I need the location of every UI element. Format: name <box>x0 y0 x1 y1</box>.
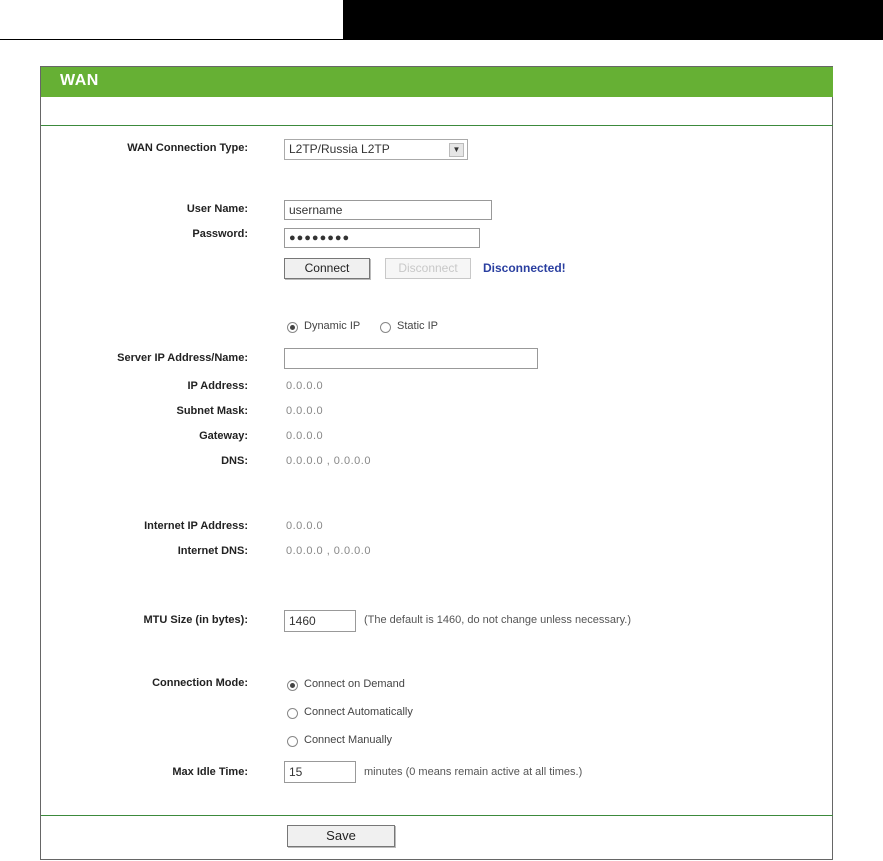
dynamic-ip-label: Dynamic IP <box>304 320 361 332</box>
gateway-value: 0.0.0.0 <box>286 430 324 442</box>
disconnect-button[interactable]: Disconnect <box>385 258 471 279</box>
connect-manually-radio[interactable] <box>287 736 298 747</box>
connection-type-label: WAN Connection Type: <box>127 142 248 154</box>
ip-address-value: 0.0.0.0 <box>286 380 324 392</box>
internet-ip-label: Internet IP Address: <box>144 520 248 532</box>
connection-mode-label: Connection Mode: <box>152 677 248 689</box>
divider-top <box>41 125 833 126</box>
save-button[interactable]: Save <box>287 825 395 847</box>
username-input[interactable] <box>284 200 492 220</box>
static-ip-radio[interactable] <box>380 322 391 333</box>
username-label: User Name: <box>186 203 248 215</box>
server-label: Server IP Address/Name: <box>117 352 248 364</box>
mtu-hint: (The default is 1460, do not change unless necessary.) <box>364 614 632 626</box>
gateway-label: Gateway: <box>199 430 248 442</box>
divider-bottom <box>41 815 833 816</box>
mtu-label: MTU Size (in bytes): <box>143 614 248 626</box>
top-rule <box>0 39 343 40</box>
dynamic-ip-radio[interactable] <box>287 322 298 333</box>
connection-type-value: L2TP/Russia L2TP <box>289 142 390 156</box>
ip-address-label: IP Address: <box>187 380 248 392</box>
internet-dns-value: 0.0.0.0 , 0.0.0.0 <box>286 545 371 557</box>
wan-panel <box>40 66 833 860</box>
subnet-mask-value: 0.0.0.0 <box>286 405 324 417</box>
dns-value: 0.0.0.0 , 0.0.0.0 <box>286 455 371 467</box>
connect-on-demand-label: Connect on Demand <box>304 678 405 690</box>
password-input[interactable]: ●●●●●●●● <box>284 228 480 248</box>
connection-status: Disconnected! <box>483 261 566 275</box>
max-idle-input[interactable] <box>284 761 356 783</box>
internet-dns-label: Internet DNS: <box>177 545 248 557</box>
static-ip-label: Static IP <box>397 320 438 332</box>
max-idle-hint: minutes (0 means remain active at all times.) <box>364 766 583 778</box>
connect-on-demand-radio[interactable] <box>287 680 298 691</box>
dns-label: DNS: <box>221 455 248 467</box>
chevron-down-icon: ▼ <box>449 143 464 157</box>
internet-ip-value: 0.0.0.0 <box>286 520 324 532</box>
connect-automatically-radio[interactable] <box>287 708 298 719</box>
server-input[interactable] <box>284 348 538 369</box>
password-label: Password: <box>192 228 248 240</box>
top-black-banner <box>343 0 883 40</box>
panel-header <box>41 67 833 97</box>
page-title: WAN <box>60 72 99 89</box>
subnet-mask-label: Subnet Mask: <box>176 405 248 417</box>
connection-type-select[interactable] <box>284 139 468 160</box>
connect-button[interactable]: Connect <box>284 258 370 279</box>
connect-manually-label: Connect Manually <box>304 734 393 746</box>
mtu-input[interactable] <box>284 610 356 632</box>
connect-automatically-label: Connect Automatically <box>304 706 413 718</box>
max-idle-label: Max Idle Time: <box>172 766 248 778</box>
